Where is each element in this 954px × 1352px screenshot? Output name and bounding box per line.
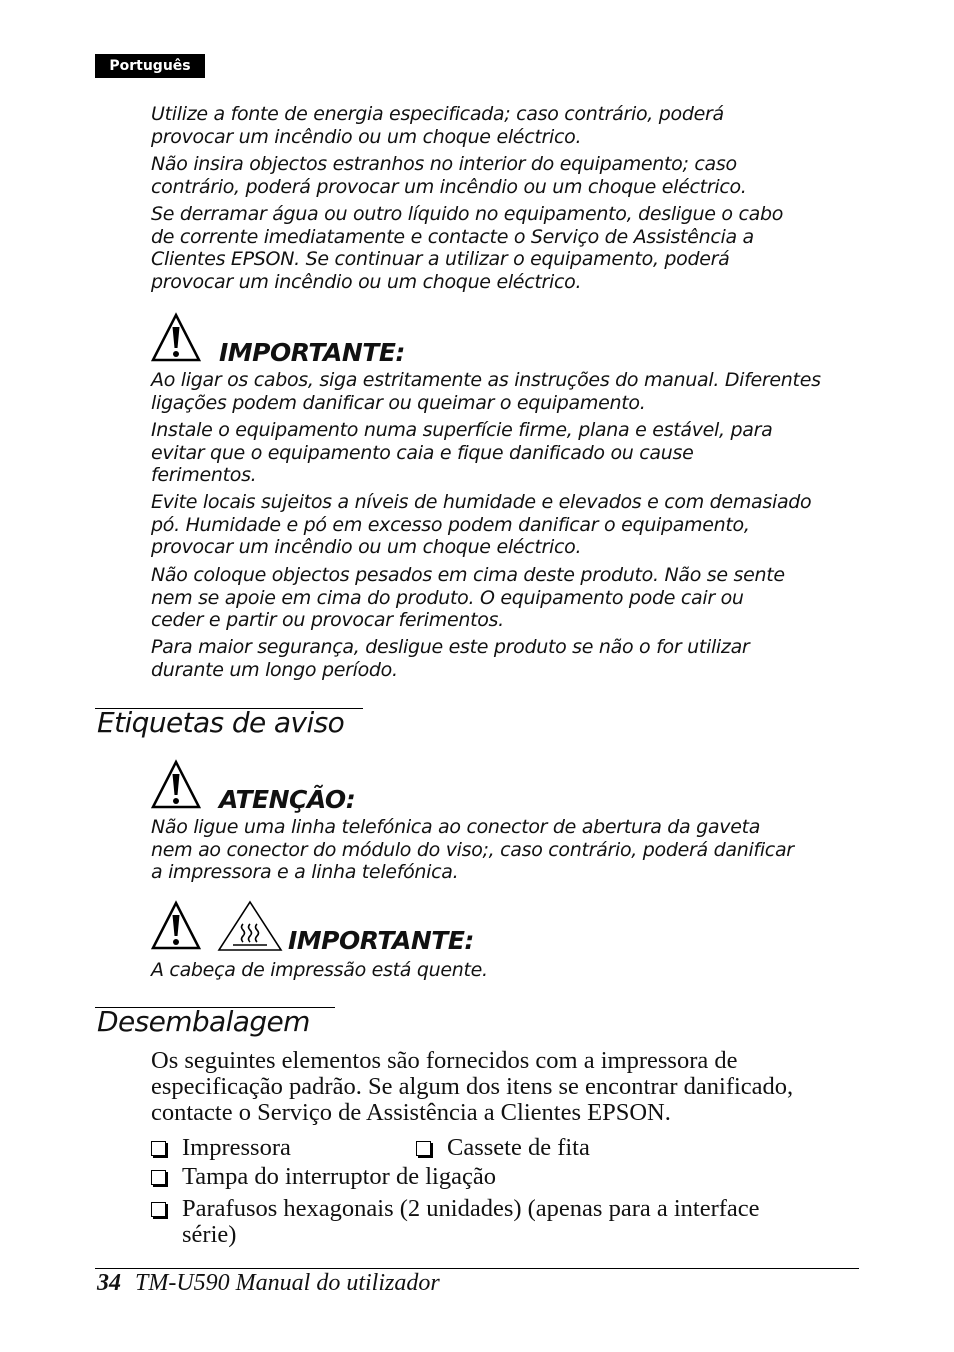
language-tab: Português xyxy=(95,54,205,78)
importante-heading xyxy=(151,312,451,372)
importante-note-3: Evite locais sujeitos a níveis de humidade e elevados e com demasiado pó. Humidade e pó em excesso podem danificar o equipamento, provocar um incêndio ou um choque eléctrico. xyxy=(151,491,812,559)
list-item-label: Tampa do interruptor de ligação xyxy=(182,1163,496,1190)
manual-title: TM-U590 Manual do utilizador xyxy=(135,1270,440,1296)
warning-triangle-icon xyxy=(151,759,201,811)
checkbox-icon xyxy=(416,1141,431,1156)
warning-triangle-icon xyxy=(151,900,201,952)
importante-note-5: Para maior segurança, desligue este produto se não o for utilizar durante um longo período. xyxy=(151,636,750,681)
importante-hot-label: IMPORTANTE: xyxy=(288,926,474,955)
intro-note-3: Se derramar água ou outro líquido no equipamento, desligue o cabo de corrente imediatamente e contacte o Serviço de Assistência a Clientes EPSON. Se continuar a utilizar o equipamento, poderá provocar um incêndio ou um choque eléctrico. xyxy=(151,203,784,293)
list-item xyxy=(416,1135,716,1161)
warning-triangle-icon xyxy=(151,312,201,364)
checkbox-icon xyxy=(151,1170,166,1185)
atencao-heading xyxy=(151,759,451,819)
section-title-labels: Etiquetas de aviso xyxy=(97,706,345,739)
page-footer xyxy=(97,1270,440,1297)
list-item-label: Impressora xyxy=(182,1134,291,1161)
importante-note-2: Instale o equipamento numa superfície firme, plana e estável, para evitar que o equipamento caia e fique danificado ou cause ferimentos. xyxy=(151,419,773,487)
footer-rule xyxy=(95,1268,859,1269)
intro-note-2: Não insira objectos estranhos no interior do equipamento; caso contrário, poderá provocar um incêndio ou um choque eléctrico. xyxy=(151,153,747,198)
list-item xyxy=(151,1164,751,1190)
list-item xyxy=(151,1196,851,1250)
importante-note-1: Ao ligar os cabos, siga estritamente as instruções do manual. Diferentes ligações podem danificar ou queimar o equipamento. xyxy=(151,369,821,414)
importante-hot-note: A cabeça de impressão está quente. xyxy=(151,959,488,981)
unpack-intro: Os seguintes elementos são fornecidos com a impressora de especificação padrão. Se algum dos itens se encontrar danificado, contacte o Serviço de Assistência a Clientes EPSON. xyxy=(151,1047,794,1126)
section-title-unpack: Desembalagem xyxy=(97,1005,310,1038)
importante-note-4: Não coloque objectos pesados em cima deste produto. Não se sente nem se apoie em cima do produto. O equipamento pode cair ou ceder e partir ou provocar ferimentos. xyxy=(151,564,785,632)
hot-surface-icon xyxy=(217,900,283,952)
atencao-note: Não ligue uma linha telefónica ao conector de abertura da gaveta nem ao conector do módulo do viso;, caso contrário, poderá danificar a impressora e a linha telefónica. xyxy=(151,816,794,884)
list-item-label: Parafusos hexagonais (2 unidades) (apenas para a interface série) xyxy=(182,1195,760,1248)
list-item-label: Cassete de fita xyxy=(447,1134,590,1161)
atencao-label: ATENÇÃO: xyxy=(219,785,356,814)
checkbox-icon xyxy=(151,1202,166,1217)
page-number: 34 xyxy=(97,1270,121,1296)
importante-hot-heading xyxy=(151,900,491,960)
list-item xyxy=(151,1135,381,1161)
intro-note-1: Utilize a fonte de energia especificada; caso contrário, poderá provocar um incêndio ou um choque eléctrico. xyxy=(151,103,724,148)
checkbox-icon xyxy=(151,1141,166,1156)
importante-label: IMPORTANTE: xyxy=(219,338,405,367)
